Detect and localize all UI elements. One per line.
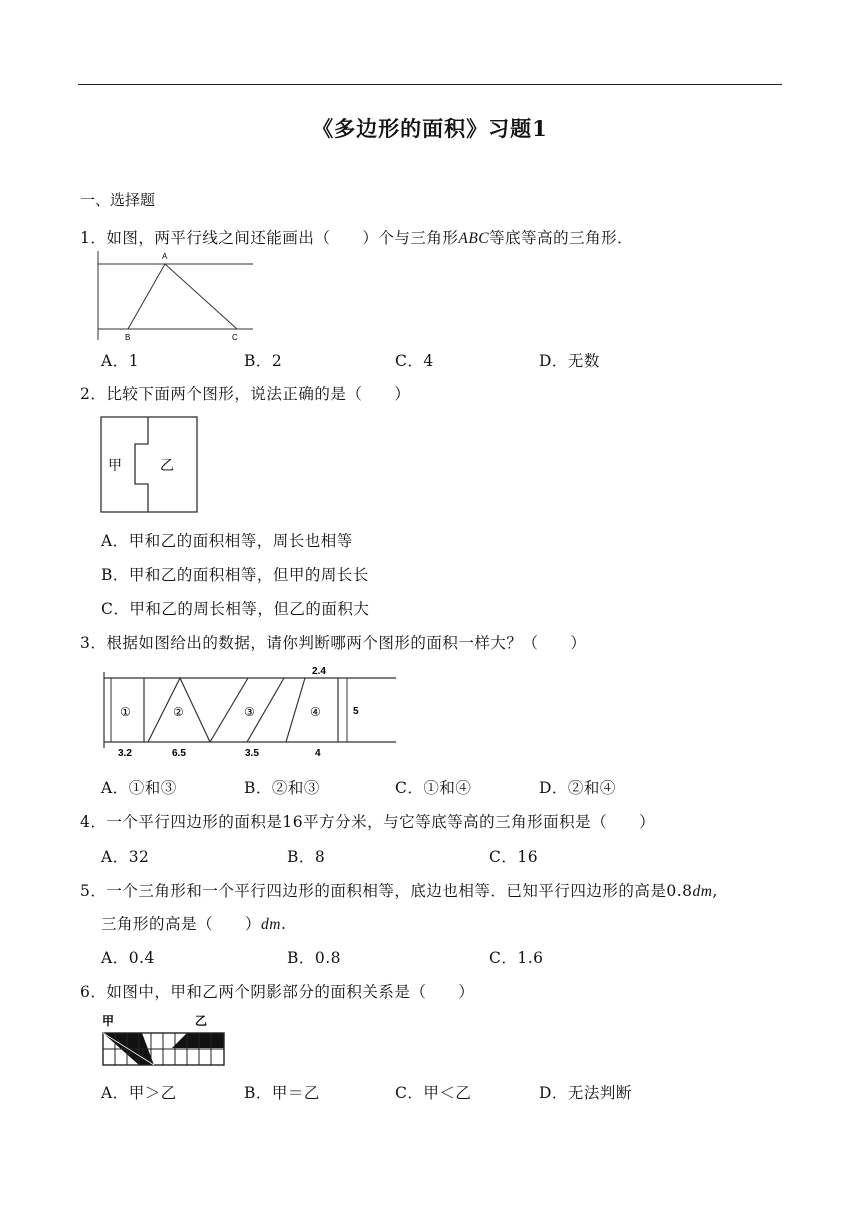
height-label: 5	[353, 706, 359, 717]
q1-option-b[interactable]: B．2	[244, 352, 283, 370]
yi-label: 乙	[160, 458, 174, 474]
question-5-period: .	[280, 915, 287, 933]
question-2-text: 2．比较下面两个图形，说法正确的是（ ）	[80, 385, 411, 403]
base-2-label: 6.5	[172, 748, 186, 759]
triangle-abc-label: ABC	[458, 230, 490, 247]
question-5-line-1	[80, 879, 718, 901]
q2-option-c[interactable]: C．甲和乙的周长相等，但乙的面积大	[101, 600, 370, 618]
page-title: 《多边形的面积》习题1	[312, 116, 548, 141]
jia-label: 甲	[108, 458, 122, 474]
q2-option-b[interactable]: B．甲和乙的面积相等，但甲的周长长	[101, 566, 369, 584]
question-6-text: 6．如图中，甲和乙两个阴影部分的面积关系是（ ）	[80, 983, 475, 1001]
q6-option-d[interactable]: D．无法判断	[539, 1084, 632, 1102]
question-1-text: 1．如图，两平行线之间还能画出（ ）个与三角形	[80, 229, 459, 247]
q6-option-c[interactable]: C．甲＜乙	[395, 1084, 472, 1102]
q4-option-b[interactable]: B．8	[287, 848, 326, 866]
question-5-text: 5．一个三角形和一个平行四边形的面积相等，底边也相等．已知平行四边形的高是0.8	[80, 882, 693, 900]
vertex-b-label: B	[125, 333, 131, 342]
header-rule	[78, 84, 782, 85]
question-1-text-end: 等底等高的三角形．	[489, 229, 634, 247]
unit-dm: dm	[692, 883, 713, 900]
question-5-text-2: 三角形的高是（ ）	[101, 915, 262, 933]
four-shapes-figure	[100, 664, 400, 760]
q5-option-c[interactable]: C．1.6	[489, 949, 544, 967]
q1-option-d[interactable]: D．无数	[539, 352, 600, 370]
q3-option-b[interactable]: B．②和③	[244, 779, 320, 797]
q4-option-c[interactable]: C．16	[489, 848, 539, 866]
base-1-label: 3.2	[118, 748, 132, 759]
shape-1-label: ①	[120, 705, 131, 719]
q3-option-a[interactable]: A．①和③	[101, 779, 177, 797]
q1-option-a[interactable]: A．1	[101, 352, 140, 370]
q6-option-a[interactable]: A．甲＞乙	[101, 1084, 177, 1102]
shape-3-label: ③	[244, 705, 255, 719]
shape-4-label: ④	[310, 705, 321, 719]
shaded-grid-figure	[100, 1012, 228, 1068]
base-3-label: 3.5	[245, 748, 259, 759]
shape-2-label: ②	[173, 705, 184, 719]
q4-option-a[interactable]: A．32	[101, 848, 150, 866]
question-5-comma: ,	[712, 882, 718, 900]
q3-option-c[interactable]: C．①和④	[395, 779, 472, 797]
section-heading: 一、选择题	[80, 191, 156, 209]
q5-option-a[interactable]: A．0.4	[101, 949, 155, 967]
base-4-label: 4	[315, 748, 321, 759]
question-5-line-2	[101, 912, 286, 934]
q3-option-d[interactable]: D．②和④	[539, 779, 616, 797]
question-1	[80, 226, 633, 248]
jia-label: 甲	[102, 1014, 115, 1028]
q6-option-b[interactable]: B．甲＝乙	[244, 1084, 320, 1102]
q5-option-b[interactable]: B．0.8	[287, 949, 342, 967]
vertex-c-label: C	[232, 333, 238, 342]
top-length-label: 2.4	[312, 666, 326, 677]
jia-yi-figure	[100, 416, 198, 513]
yi-label: 乙	[195, 1014, 208, 1028]
parallel-lines-triangle-figure	[95, 248, 255, 344]
question-3-text: 3．根据如图给出的数据，请你判断哪两个图形的面积一样大？（ ）	[80, 634, 587, 652]
unit-dm-2: dm	[261, 916, 281, 933]
q1-option-c[interactable]: C．4	[395, 352, 434, 370]
vertex-a-label: A	[162, 252, 168, 261]
question-4-text: 4．一个平行四边形的面积是16平方分米，与它等底等高的三角形面积是（ ）	[80, 813, 656, 831]
q2-option-a[interactable]: A．甲和乙的面积相等，周长也相等	[101, 532, 353, 550]
